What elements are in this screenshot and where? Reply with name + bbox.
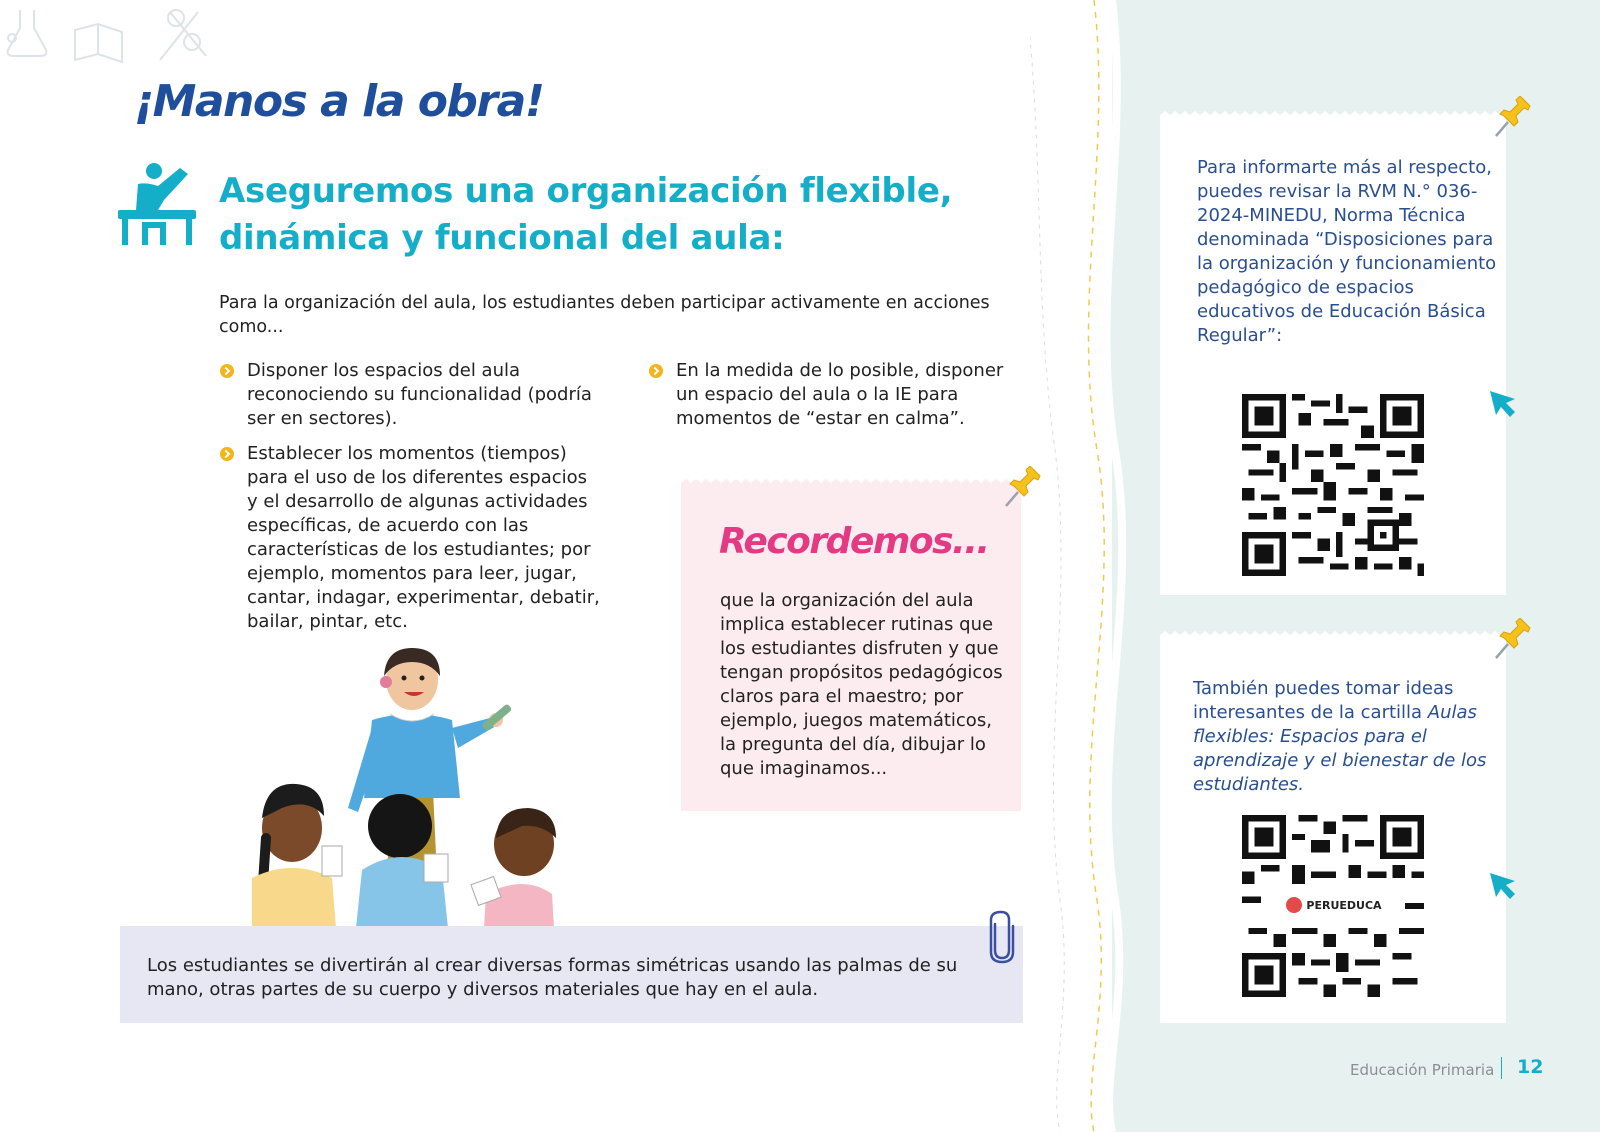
chevron-right-icon — [649, 364, 663, 378]
cursor-arrow-icon — [1488, 389, 1518, 421]
wave-divider — [1030, 0, 1170, 1132]
bullet-text: Disponer los espacios del aula reconociendo su funcionalidad (podría ser en sectores). — [247, 360, 592, 429]
bullet-list-left — [220, 359, 600, 645]
pushpin-icon — [1492, 96, 1532, 140]
qr-code-rvm[interactable] — [1242, 394, 1424, 576]
intro-paragraph: Para la organización del aula, los estudiantes deben participar activamente en acciones como... — [219, 293, 990, 337]
footer-label: Educación Primaria — [1350, 1061, 1495, 1079]
cursor-arrow-icon — [1488, 871, 1518, 903]
cartilla-title-italic: Aulas flexibles: Espacios para el aprendizaje y el bienestar de los estudiantes. — [1193, 702, 1487, 795]
bullet-text: Establecer los momentos (tiempos) para el uso de los diferentes espacios y el desarrollo de algunas actividades específicas, de acuerdo con las características de los estudiantes; por ejemplo, momentos para leer, jugar, cantar, indagar, experimentar, debatir, bailar, pintar, etc. — [247, 443, 600, 632]
paperclip-icon — [985, 910, 1015, 964]
info-card-rvm — [1160, 115, 1506, 595]
qr-code-perueduca[interactable] — [1242, 815, 1424, 997]
globe-icon — [1286, 897, 1302, 913]
teacher-students-illustration — [252, 648, 582, 928]
bullet-text: En la medida de lo posible, disponer un espacio del aula o la IE para momentos de “estar en calma”. — [676, 360, 1004, 429]
page-number: 12 — [1517, 1056, 1544, 1078]
section-heading: Aseguremos una organización flexible, dinámica y funcional del aula: — [219, 171, 953, 258]
list-item — [220, 359, 600, 431]
list-item — [220, 442, 600, 634]
chevron-right-icon — [220, 447, 234, 461]
cartilla-info-text — [1193, 677, 1493, 797]
pushpin-icon — [1492, 618, 1532, 662]
torn-edge — [1160, 629, 1506, 641]
student-at-desk-icon — [118, 162, 196, 248]
info-card-cartilla — [1160, 635, 1506, 1023]
bullet-list-right — [649, 359, 1019, 442]
perueduca-label: PERUEDUCA — [1306, 898, 1382, 912]
pushpin-icon — [1002, 466, 1042, 510]
remember-text: que la organización del aula implica establecer rutinas que los estudiantes disfruten y que tengan propósitos pedagógicos claros para el maestro; por ejemplo, juegos matemáticos, la pregunta del día, dibujar lo que imaginamos... — [720, 590, 1003, 779]
torn-edge — [681, 477, 1021, 489]
list-item — [649, 359, 1019, 431]
note-box — [120, 926, 1023, 1023]
remember-title: Recordemos... — [719, 521, 989, 562]
cartilla-text-plain: También puedes tomar ideas interesantes de la cartilla — [1193, 678, 1454, 723]
torn-edge — [1160, 109, 1506, 121]
footer-divider — [1501, 1057, 1502, 1079]
rvm-info-text: Para informarte más al respecto, puedes revisar la RVM N.° 036-2024-MINEDU, Norma Técnica denominada “Disposiciones para la organización y funcionamiento pedagógico de espacios educativos de Educación Básica Regular”: — [1197, 157, 1497, 346]
perueduca-logo — [1278, 893, 1390, 917]
remember-card — [681, 483, 1021, 811]
page-title: ¡Manos a la obra! — [134, 76, 544, 127]
note-text: Los estudiantes se divertirán al crear diversas formas simétricas usando las palmas de su mano, otras partes de su cuerpo y diversos materiales que hay en el aula. — [147, 955, 958, 1000]
chevron-right-icon — [220, 364, 234, 378]
